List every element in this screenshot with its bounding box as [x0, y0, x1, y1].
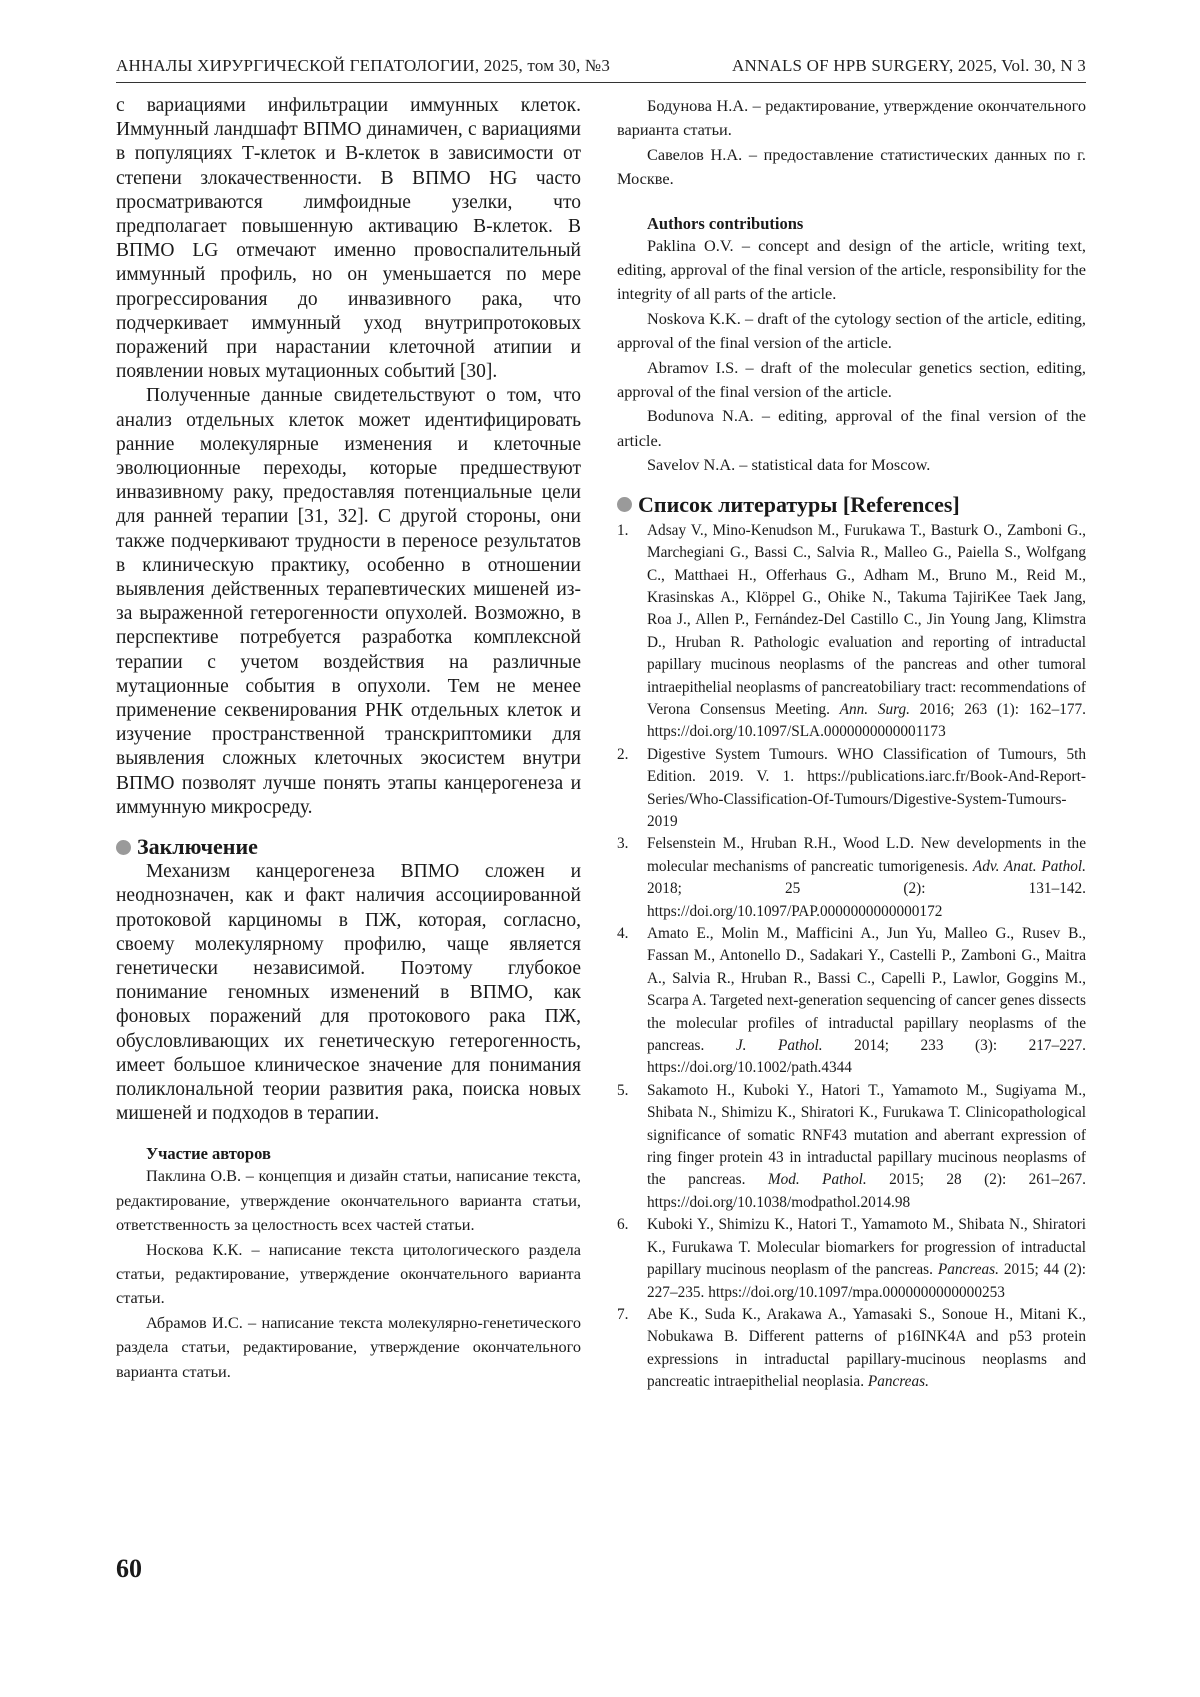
author-contribution: Носкова К.К. – написание текста цитологического раздела статьи, редактирование, утверждение окончательного варианта статьи.: [116, 1238, 581, 1311]
reference-details: 2014; 233 (3): 217–227. https://doi.org/10.1002/path.4344: [647, 1037, 1086, 1076]
reference-text: [647, 1080, 1086, 1214]
authors-heading: Участие авторов: [116, 1144, 581, 1164]
reference-journal: Pancreas.: [868, 1373, 929, 1390]
right-column: [617, 94, 1086, 1394]
journal-title-en: ANNALS OF HPB SURGERY, 2025, Vol. 30, N 3: [732, 56, 1086, 76]
author-contribution: Паклина О.В. – концепция и дизайн статьи, написание текста, редактирование, утверждение окончательного варианта статьи, ответственность за целостность всех частей статьи.: [116, 1164, 581, 1237]
author-contribution-en: Abramov I.S. – draft of the molecular genetics section, editing, approval of the final version of the article.: [617, 356, 1086, 405]
references-heading-text: Список литературы [References]: [638, 492, 960, 518]
author-contribution-en: Bodunova N.A. – editing, approval of the final version of the article.: [617, 404, 1086, 453]
page-number: 60: [116, 1554, 142, 1584]
reference-text: [647, 744, 1086, 834]
running-header: [116, 56, 1086, 76]
reference-journal: Ann. Surg.: [840, 701, 910, 718]
contributions-heading: Authors contributions: [617, 214, 1086, 234]
reference-text: [647, 1304, 1086, 1394]
reference-number: 3.: [617, 833, 647, 923]
reference-number: 1.: [617, 520, 647, 744]
authors-list-continued: [617, 94, 1086, 192]
reference-body: Digestive System Tumours. WHO Classification of Tumours, 5th Edition. 2019. V. 1. https://publications.iarc.fr/Book-And-Report-Series/Who-Classification-Of-Tumours/Digestive-System-Tumours-2019: [647, 746, 1086, 830]
reference-body: Kuboki Y., Shimizu K., Hatori T., Yamamoto M., Shibata N., Shiratori K., Furukawa T. Molecular biomarkers for progression of intraductal papillary mucinous neoplasm of the pancreas.: [647, 1216, 1086, 1278]
author-contribution: Бодунова Н.А. – редактирование, утверждение окончательного варианта статьи.: [617, 94, 1086, 143]
reference-journal: Adv. Anat. Pathol.: [973, 858, 1086, 875]
reference-body: Felsenstein M., Hruban R.H., Wood L.D. New developments in the molecular mechanisms of pancreatic tumorigenesis.: [647, 835, 1086, 874]
reference-item: [617, 1304, 1086, 1394]
reference-body: Abe K., Suda K., Arakawa A., Yamasaki S., Sonoue H., Mitani K., Nobukawa B. Different patterns of p16INK4A and p53 protein expressions in intraductal papillary-mucinous neoplasms and pancreatic intraepithelial neoplasia.: [647, 1306, 1086, 1390]
reference-details: 2018; 25 (2): 131–142. https://doi.org/10.1097/PAP.0000000000000172: [647, 880, 1086, 919]
reference-body: Amato E., Molin M., Mafficini A., Jun Yu, Malleo G., Rusev B., Fassan M., Antonello D., Sadakari Y., Castelli P., Zamboni G., Maitra A., Salvia R., Hruban R., Bassi C., Capelli P., Lawlor, Goggins M., Scarpa A. Targeted next-generation sequencing of cancer genes dissects the molecular profiles of intraductal papillary neoplasms of the pancreas.: [647, 925, 1086, 1054]
reference-item: [617, 923, 1086, 1080]
reference-number: 7.: [617, 1304, 647, 1394]
body-paragraph: с вариациями инфильтрации иммунных клеток. Иммунный ландшафт ВПМО динамичен, с вариациями в популяциях Т-клеток и В-клеток в зависимости от степени злокачественности. В ВПМО HG часто просматриваются лимфоидные узелки, что предполагает повышенную активацию В-клеток. В ВПМО LG отмечают именно провоспалительный иммунный профиль, но он уменьшается по мере прогрессирования до инвазивного рака, что подчеркивает иммунный уход внутрипротоковых поражений при нарастании клеточной атипии и появлении новых мутационных событий [30].: [116, 94, 581, 384]
reference-number: 5.: [617, 1080, 647, 1214]
section-bullet-icon: [116, 840, 131, 855]
reference-item: [617, 1214, 1086, 1304]
reference-details: 2015; 28 (2): 261–267. https://doi.org/10.1038/modpathol.2014.98: [647, 1171, 1086, 1210]
journal-title-ru: АННАЛЫ ХИРУРГИЧЕСКОЙ ГЕПАТОЛОГИИ, 2025, том 30, №3: [116, 56, 610, 76]
contributions-list: [617, 234, 1086, 478]
reference-item: [617, 833, 1086, 923]
references-heading: [617, 492, 1086, 518]
reference-body: Sakamoto H., Kuboki Y., Hatori T., Yamamoto M., Sugiyama M., Shibata N., Shimizu K., Shiratori K., Furukawa T. Clinicopathological significance of somatic RNF43 mutation and aberrant expression of ring finger protein 43 in intraductal papillary mucinous neoplasms of the pancreas.: [647, 1082, 1086, 1189]
reference-item: [617, 744, 1086, 834]
conclusion-heading-text: Заключение: [137, 834, 258, 860]
header-rule: [116, 82, 1086, 83]
conclusion-paragraph: Механизм канцерогенеза ВПМО сложен и неоднозначен, как и факт наличия ассоциированной протоковой карциномы в ПЖ, которая, согласно, своему молекулярному профилю, чаще является генетически независимой. Поэтому глубокое понимание геномных изменений в ВПМО, как фоновых поражений для протокового рака ПЖ, обусловливающих их генетическую гетерогенность, имеет большое клиническое значение для понимания поликлональной теории развития рака, поиска новых мишеней и подходов в терапии.: [116, 860, 581, 1126]
reference-number: 2.: [617, 744, 647, 834]
body-paragraph: Полученные данные свидетельствуют о том, что анализ отдельных клеток может идентифицировать ранние молекулярные изменения и клеточные эволюционные переходы, которые предшествуют инвазивному раку, предоставляя потенциальные цели для ранней терапии [31, 32]. С другой стороны, они также подчеркивают трудности в переносе результатов в клиническую практику, особенно в отношении выявления действенных терапевтических мишеней из-за выраженной гетерогенности опухолей. Возможно, в перспективе потребуется разработка комплексной терапии с учетом воздействия на различные мутационные события в опухоли. Тем не менее применение секвенирования РНК отдельных клеток и изучение пространственной транскриптомики для выявления сложных клеточных экосистем внутри ВПМО позволят лучше понять этапы канцерогенеза и иммунную микросреду.: [116, 384, 581, 820]
reference-journal: Mod. Pathol.: [768, 1171, 867, 1188]
reference-text: [647, 520, 1086, 744]
author-contribution-en: Noskova K.K. – draft of the cytology section of the article, editing, approval of the final version of the article.: [617, 307, 1086, 356]
reference-body: Adsay V., Mino-Kenudson M., Furukawa T., Basturk O., Zamboni G., Marchegiani G., Bassi C., Salvia R., Malleo G., Paiella S., Wolfgang C., Matthaei H., Offerhaus G., Adham M., Bruno M., Reid M., Krasinskas A., Klöppel G., Ohike N., Takuma TajiriKee Taek Jang, Roa J., Allen P., Fernández-Del Castillo C., Jin Young Jang, Klimstra D., Hruban R. Pathologic evaluation and reporting of intraductal papillary mucinous neoplasms of the pancreas and other tumoral intraepithelial neoplasms of pancreatobiliary tract: recommendations of Verona Consensus Meeting.: [647, 522, 1086, 718]
references-list: [617, 520, 1086, 1394]
reference-item: [617, 1080, 1086, 1214]
reference-item: [617, 520, 1086, 744]
reference-text: [647, 833, 1086, 923]
reference-details: 2016; 263 (1): 162–177. https://doi.org/10.1097/SLA.0000000000001173: [647, 701, 1086, 740]
author-contribution-en: Paklina O.V. – concept and design of the article, writing text, editing, approval of the final version of the article, responsibility for the integrity of all parts of the article.: [617, 234, 1086, 307]
reference-text: [647, 1214, 1086, 1304]
author-contribution-en: Savelov N.A. – statistical data for Moscow.: [617, 453, 1086, 477]
section-bullet-icon: [617, 497, 632, 512]
reference-journal: J. Pathol.: [736, 1037, 823, 1054]
author-contribution: Абрамов И.С. – написание текста молекулярно-генетического раздела статьи, редактирование, утверждение окончательного варианта статьи.: [116, 1311, 581, 1384]
left-column: [116, 94, 581, 1384]
reference-number: 6.: [617, 1214, 647, 1304]
reference-journal: Pancreas.: [938, 1261, 999, 1278]
author-contribution: Савелов Н.А. – предоставление статистических данных по г. Москве.: [617, 143, 1086, 192]
reference-number: 4.: [617, 923, 647, 1080]
conclusion-heading: [116, 834, 581, 860]
reference-text: [647, 923, 1086, 1080]
reference-details: 2015; 44 (2): 227–235. https://doi.org/10.1097/mpa.0000000000000253: [647, 1261, 1086, 1300]
authors-list: [116, 1164, 581, 1384]
